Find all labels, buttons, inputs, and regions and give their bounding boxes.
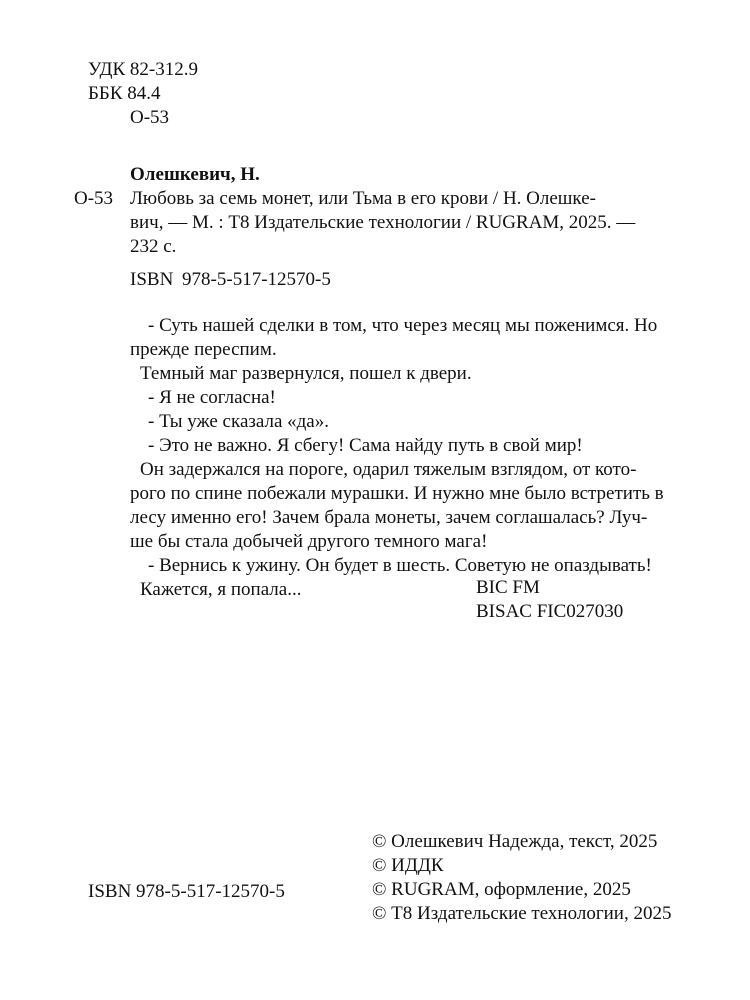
annotation-line: Темный маг развернулся, пошел к двери. xyxy=(140,363,472,384)
bisac-code: BISAC FIC027030 xyxy=(476,601,624,622)
annotation-line: ше бы стала добычей другого темного мага! xyxy=(130,531,488,552)
catalog-isbn: ISBN 978-5-517-12570-5 xyxy=(130,269,331,290)
bic-code: BIC FM xyxy=(476,577,540,598)
author-mark: О-53 xyxy=(130,107,170,128)
annotation-line: прежде переспим. xyxy=(130,339,277,360)
copyright-line: © RUGRAM, оформление, 2025 xyxy=(372,879,631,900)
annotation xyxy=(130,314,664,602)
annotation-line: Он задержался на пороге, одарил тяжелым взглядом, от кото- xyxy=(140,459,637,480)
annotation-line: - Суть нашей сделки в том, что через месяц мы поженимся. Но xyxy=(148,315,658,336)
catalog-description-line: Любовь за семь монет, или Тьма в его крови / Н. Олешке- xyxy=(130,188,596,209)
catalog-description xyxy=(130,187,640,259)
footer-isbn: ISBN 978-5-517-12570-5 xyxy=(88,881,285,902)
annotation-line: - Ты уже сказала «да». xyxy=(148,411,329,432)
annotation-line: Кажется, я попала... xyxy=(140,579,302,600)
catalog-author: Олешкевич, Н. xyxy=(130,164,260,185)
annotation-line: рого по спине побежали мурашки. И нужно мне было встретить в xyxy=(130,483,664,504)
copyright-line: © Олешкевич Надежда, текст, 2025 xyxy=(372,831,658,852)
catalog-description-line: 232 с. xyxy=(130,236,177,257)
annotation-line: лесу именно его! Зачем брала монеты, зачем соглашалась? Луч- xyxy=(130,507,648,528)
annotation-line: - Вернись к ужину. Он будет в шесть. Советую не опаздывать! xyxy=(148,555,652,576)
catalog-mark: О-53 xyxy=(74,188,114,209)
copyright-line: © ИДДК xyxy=(372,855,444,876)
annotation-line: - Это не важно. Я сбегу! Сама найду путь в свой мир! xyxy=(148,435,583,456)
bbk-code: ББК 84.4 xyxy=(88,83,161,104)
copyright-block xyxy=(372,830,672,926)
annotation-line: - Я не согласна! xyxy=(148,387,276,408)
udk-code: УДК 82-312.9 xyxy=(88,59,198,80)
catalog-description-line: вич, — М. : Т8 Издательские технологии / RUGRAM, 2025. — xyxy=(130,212,636,233)
copyright-line: © Т8 Издательские технологии, 2025 xyxy=(372,903,672,924)
